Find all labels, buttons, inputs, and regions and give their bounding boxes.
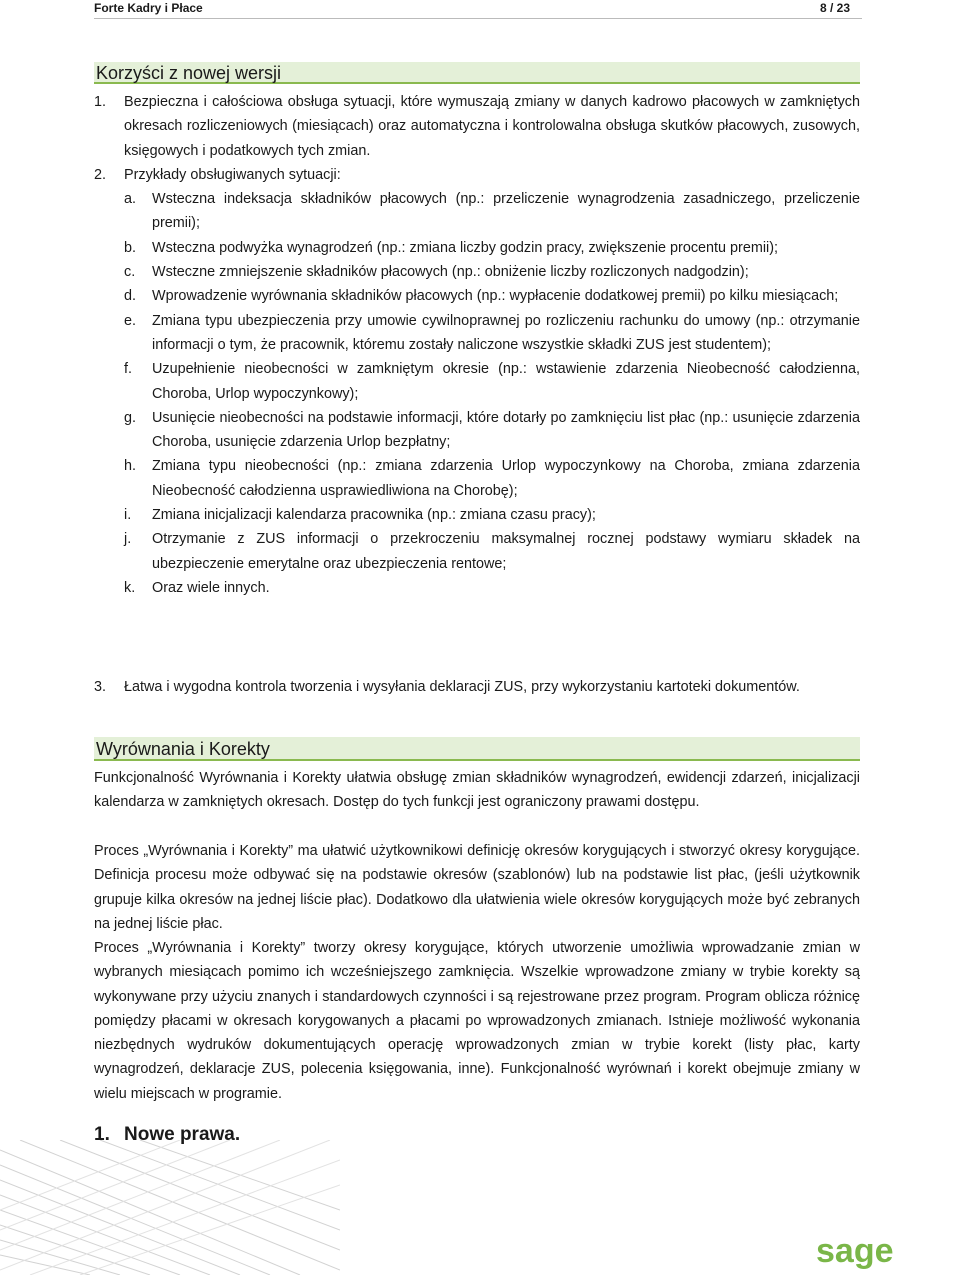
- sublist-item: [124, 406, 860, 455]
- sublist-item: [124, 284, 860, 308]
- list-text: Przykłady obsługiwanych sytuacji:: [124, 166, 341, 183]
- sublist-letter: h.: [124, 458, 137, 475]
- list-text: Łatwa i wygodna kontrola tworzenia i wysyłania deklaracji ZUS, przy wykorzystaniu kartoteki dokumentów.: [124, 679, 800, 695]
- sublist-item: [124, 260, 860, 284]
- list-number: 1.: [94, 94, 107, 110]
- sublist-text: Zmiana typu ubezpieczenia przy umowie cywilnoprawnej po rozliczeniu rachunku do umowy (np.: otrzymanie informacji o tym, że pracownik, któremu zostały naliczone wszystkie składki ZUS jest studentem);: [152, 312, 860, 353]
- sublist-item: [124, 309, 860, 358]
- sublist-text: Oraz wiele innych.: [152, 579, 270, 596]
- sublist-letter: k.: [124, 579, 136, 596]
- list-item: [94, 675, 860, 699]
- paragraph: Proces „Wyrównania i Korekty” ma ułatwić użytkownikowi definicję okresów korygujących i stworzyć okresy korygujące. Definicja procesu może odbywać się na podstawie okresów (szablonów) lub na podstawie list płac, (jeśli użytkownik grupuje kilka okresów na jednej liście płac). Dodatkowo dla ułatwienia wiele okresów korygujących może być zebranych na jednej liście płac.: [94, 843, 860, 932]
- sublist-item: [124, 187, 860, 236]
- list-item: [94, 90, 860, 163]
- sublist-letter: a.: [124, 191, 137, 208]
- sublist-text: Usunięcie nieobecności na podstawie informacji, które dotarły po zamknięciu list płac (np.: usunięcie zdarzenia Choroba, usunięcie zdarzenia Urlop bezpłatny;: [152, 409, 860, 451]
- sublist-letter: c.: [124, 264, 136, 281]
- heading-text: Nowe prawa.: [124, 1124, 241, 1145]
- sublist-text: Wsteczne zmniejszenie składników płacowych (np.: obniżenie liczby rozliczonych nadgodzin);: [152, 264, 749, 281]
- sage-logo: [814, 1232, 894, 1272]
- sublist-text: Wprowadzenie wyrównania składników płacowych (np.: wypłacenie dodatkowej premii) po kilku miesiącach;: [152, 288, 839, 305]
- sublist-text: Zmiana typu nieobecności (np.: zmiana zdarzenia Urlop wypoczynkowy na Choroba, zmiana zdarzenia Nieobecność całodzienna usprawiedliwiona na Chorobę);: [152, 458, 860, 499]
- sublist-letter: b.: [124, 239, 137, 256]
- section-heading-wyrownania: Wyrównania i Korekty: [94, 737, 860, 761]
- sublist-item: [124, 503, 860, 527]
- sublist-item: [124, 576, 860, 600]
- sublist-letter: i.: [124, 507, 132, 524]
- list-item: [94, 163, 860, 187]
- benefits-list-item-3: [94, 675, 860, 699]
- heading-number: 1.: [94, 1124, 110, 1145]
- sublist-text: Otrzymanie z ZUS informacji o przekroczeniu maksymalnej rocznej podstawy wymiaru składek na ubezpieczenie emerytalne oraz ubezpieczenia rentowe;: [152, 531, 860, 572]
- sublist-item: [124, 527, 860, 576]
- sublist-text: Wsteczna podwyżka wynagrodzeń (np.: zmiana liczby godzin pracy, zwiększenie procentu premii);: [152, 239, 778, 256]
- list-number: 2.: [94, 166, 107, 183]
- paragraph: Proces „Wyrównania i Korekty” tworzy okresy korygujące, których utworzenie umożliwia wprowadzanie zmian w wybranych miesiącach pomimo ich wcześniejszego zamknięcia. Wszelkie wprowadzone zmiany w trybie korekty są wykonywane przy użyciu znanych i standardowych czynności i są rejestrowane przez program. Program oblicza różnicę pomiędzy płacami w okresach korygowanych a płacami po wprowadzonych zmianach. Istnieje możliwość wykonania niezbędnych wydruków dokumentujących operację wprowadzonych zmian w trybie korekt (listy płac, karty wynagrodzeń, deklaracje ZUS, polecenia księgowania, inne). Funkcjonalność wyrównań i korekt obejmuje zmiany w wielu miejscach w programie.: [94, 940, 860, 1102]
- sublist-item: [124, 454, 860, 503]
- svg-text:sage: sage: [816, 1232, 894, 1270]
- page-header: [0, 0, 960, 22]
- sublist-text: Zmiana inicjalizacji kalendarza pracownika (np.: zmiana czasu pracy);: [152, 507, 596, 524]
- examples-sublist: [124, 187, 860, 600]
- paragraph: Funkcjonalność Wyrównania i Korekty ułatwia obsługę zmian składników wynagrodzeń, ewidencji zdarzeń, inicjalizacji kalendarza w zamkniętych okresach. Dostęp do tych funkcji jest ograniczony prawami dostępu.: [94, 770, 860, 811]
- sublist-item: [124, 357, 860, 406]
- sublist-text: Uzupełnienie nieobecności w zamkniętym okresie (np.: wstawienie zdarzenia Nieobecność całodzienna, Choroba, Urlop wypoczynkowy);: [152, 361, 860, 402]
- sublist-letter: d.: [124, 288, 137, 305]
- document-title: Forte Kadry i Płace: [94, 1, 203, 15]
- section-heading-korzysci: Korzyści z nowej wersji: [94, 62, 860, 84]
- list-number: 3.: [94, 679, 107, 695]
- sublist-letter: j.: [124, 531, 132, 548]
- sublist-item: [124, 236, 860, 260]
- sublist-text: Wsteczna indeksacja składników płacowych (np.: przeliczenie wynagrodzenia zasadniczego, przeliczenie premii);: [152, 191, 860, 232]
- decorative-texture: [0, 1140, 340, 1275]
- header-divider: [94, 18, 862, 19]
- sublist-letter: g.: [124, 409, 137, 426]
- sublist-letter: f.: [124, 361, 132, 378]
- sublist-letter: e.: [124, 312, 137, 329]
- page-indicator: 8 / 23: [820, 1, 851, 15]
- list-text: Bezpieczna i całościowa obsługa sytuacji, które wymuszają zmiany w danych kadrowo płacowych w zamkniętych okresach rozliczeniowych (miesiącach) oraz automatyczna i kontrolowalna obsługa skutków płacowych, zusowych, księgowych i podatkowych tych zmian.: [124, 94, 860, 159]
- benefits-list: [94, 90, 860, 600]
